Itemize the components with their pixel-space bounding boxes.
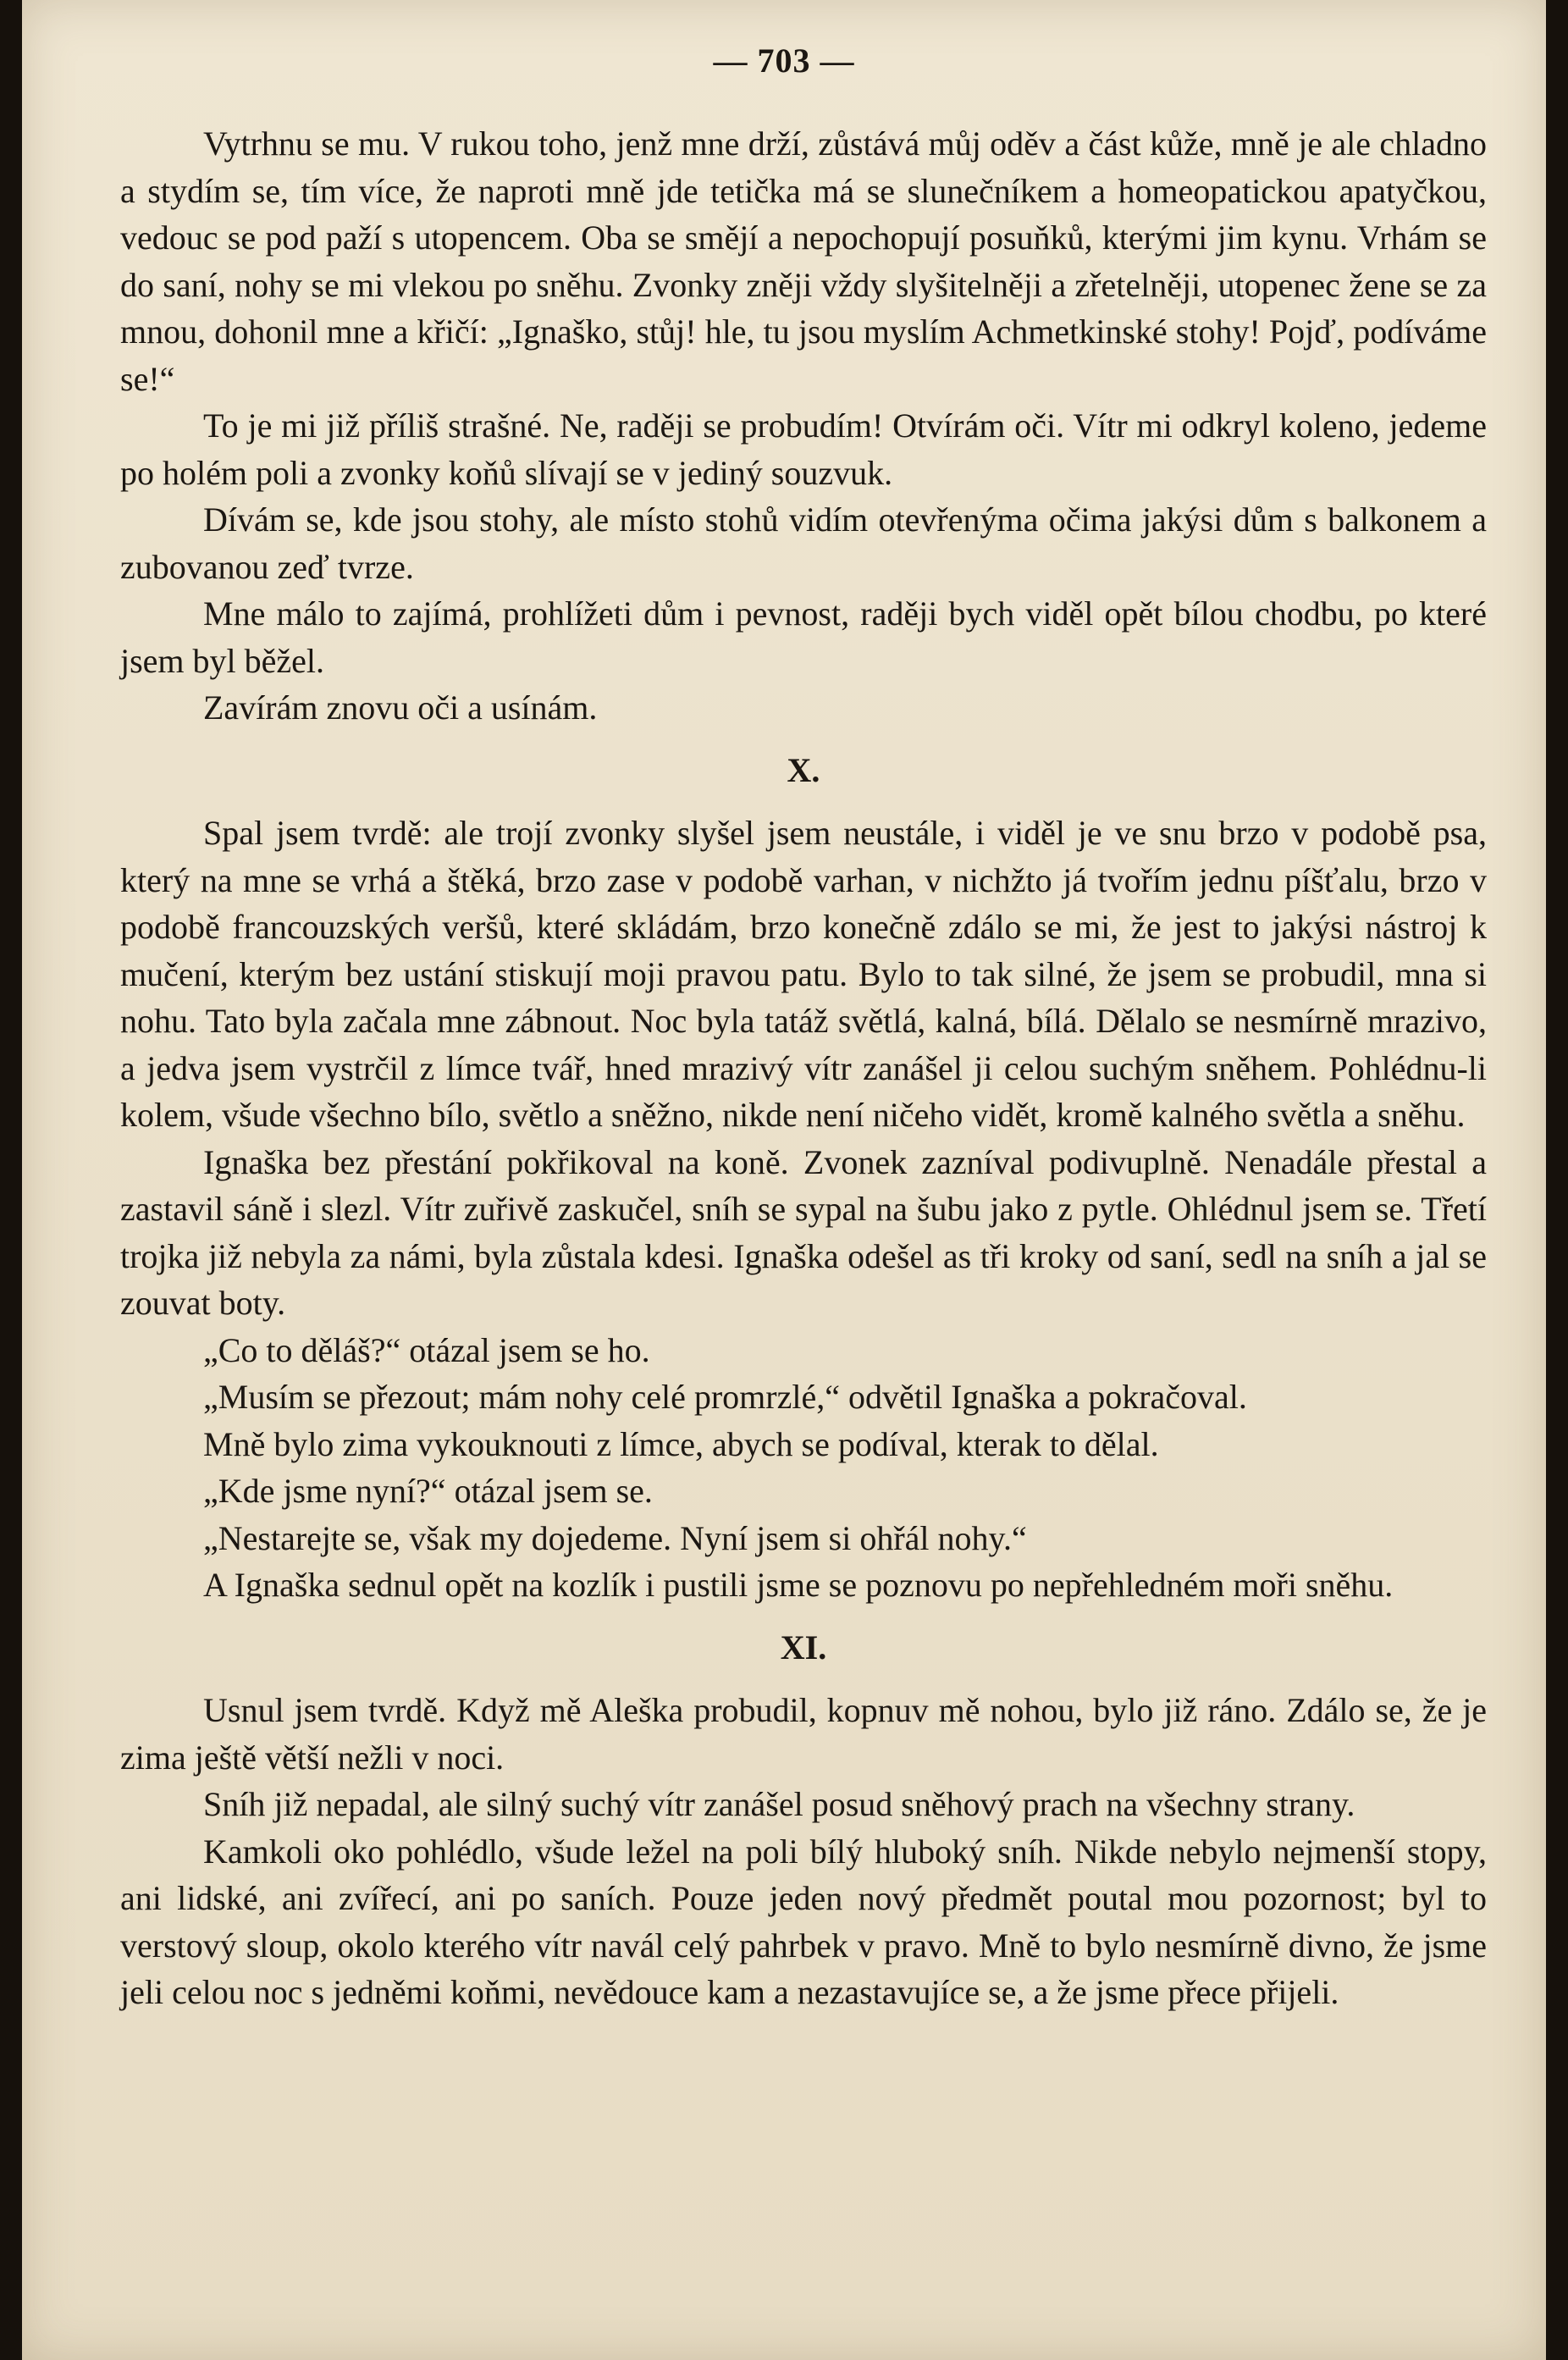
paragraph: Spal jsem tvrdě: ale trojí zvonky slyšel jsem neustále, i viděl je ve snu brzo v podobě psa, který na mne se vrhá a štěká, brzo zase v podobě varhan, v nichžto já tvořím jednu píšťalu, brzo v podobě francouzských veršů, které skládám, brzo konečně zdálo se mi, že jest to jakýsi nástroj k mučení, kterým bez ustání stiskují moji pravou patu. Bylo to tak silné, že jsem se probudil, mna si nohu. Tato byla začala mne zábnout. Noc byla tatáž světlá, kalná, bílá. Dělalo se nesmírně mrazivo, a jedva jsem vystrčil z límce tvář, hned mrazivý vítr zanášel ji celou suchým sněhem. Pohlédnu-li kolem, všude všechno bílo, světlo a sněžno, nikde není ničeho vidět, kromě kalného světla a sněhu. <box>120 814 1487 1134</box>
paragraph: Dívám se, kde jsou stohy, ale místo stohů vidím otevřenýma očima jakýsi dům s balkonem a zubovanou zeď tvrze. <box>120 500 1487 586</box>
chapter-heading-x: X. <box>787 750 820 789</box>
paragraph: Vytrhnu se mu. V rukou toho, jenž mne drží, zůstává můj oděv a část kůže, mně je ale chladno a stydím se, tím více, že naproti mně jde tetička má se slunečníkem a homeopatickou apatyčkou, vedouc se pod paží s utopencem. Oba se smějí a nepochopují posuňků, kterými jim kynu. Vrhám se do saní, nohy se mi vlekou po sněhu. Zvonky zněji vždy slyšitelněji a zřetelněji, utopenec žene se za mnou, dohonil mne a křičí: „Ignaško, stůj! hle, tu jsou myslím Achmetkinské stohy! Pojď, podíváme se!“ <box>120 124 1487 398</box>
paragraph: Sníh již nepadal, ale silný suchý vítr zanášel posud sněhový prach na všechny strany. <box>203 1785 1355 1823</box>
paragraph: Kamkoli oko pohlédlo, všude ležel na poli bílý hluboký sníh. Nikde nebylo nejmenší stopy, ani lidské, ani zvířecí, ani po saních. Pouze jeden nový předmět poutal mou pozornost; byl to verstový sloup, okolo kterého vítr navál celý pahrbek v pravo. Mně to bylo nesmírně divno, že jsme jeli celou noc s jedněmi koňmi, nevědouce kam a nezastavujíce se, a že jsme přece přijeli. <box>120 1832 1487 2011</box>
paragraph: A Ignaška sednul opět na kozlík i pustili jsme se poznovu po nepřehledném moři sněhu. <box>203 1566 1394 1604</box>
chapter-heading-xi: XI. <box>780 1628 827 1666</box>
paragraph: Mně bylo zima vykouknouti z límce, abych se podíval, kterak to dělal. <box>203 1424 1159 1463</box>
paragraph: To je mi již příliš strašné. Ne, raději se probudím! Otvírám oči. Vítr mi odkryl koleno, jedeme po holém poli a zvonky koňů slívají se v jediný souzvuk. <box>120 406 1487 492</box>
paragraph: „Kde jsme nyní?“ otázal jsem se. <box>203 1472 653 1510</box>
paragraph: Zavírám znovu oči a usínám. <box>203 688 598 727</box>
paragraph: Mne málo to zajímá, prohlížeti dům i pevnost, raději bych viděl opět bílou chodbu, po které jsem byl běžel. <box>120 594 1487 680</box>
paragraph: „Nestarejte se, však my dojedeme. Nyní jsem si ohřál nohy.“ <box>203 1518 1027 1557</box>
paragraph: „Musím se přezout; mám nohy celé promrzlé,“ odvětil Ignaška a pokračoval. <box>203 1378 1247 1416</box>
body-text <box>120 120 1487 2016</box>
book-page <box>22 0 1546 2360</box>
page-number: — 703 — <box>713 41 855 80</box>
paragraph: „Co to děláš?“ otázal jsem se ho. <box>203 1330 650 1369</box>
paragraph: Ignaška bez přestání pokřikoval na koně. Zvonek zazníval podivuplně. Nenadále přestal a zastavil sáně i slezl. Vítr zuřivě zaskučel, sníh se sypal na šubu jako z pytle. Ohlédnul jsem se. Třetí trojka již nebyla za námi, byla zůstala kdesi. Ignaška odešel as tři kroky od saní, sedl na sníh a jal se zouvat boty. <box>120 1142 1487 1322</box>
paragraph: Usnul jsem tvrdě. Když mě Aleška probudil, kopnuv mě nohou, bylo již ráno. Zdálo se, že je zima ještě větší nežli v noci. <box>120 1691 1487 1777</box>
